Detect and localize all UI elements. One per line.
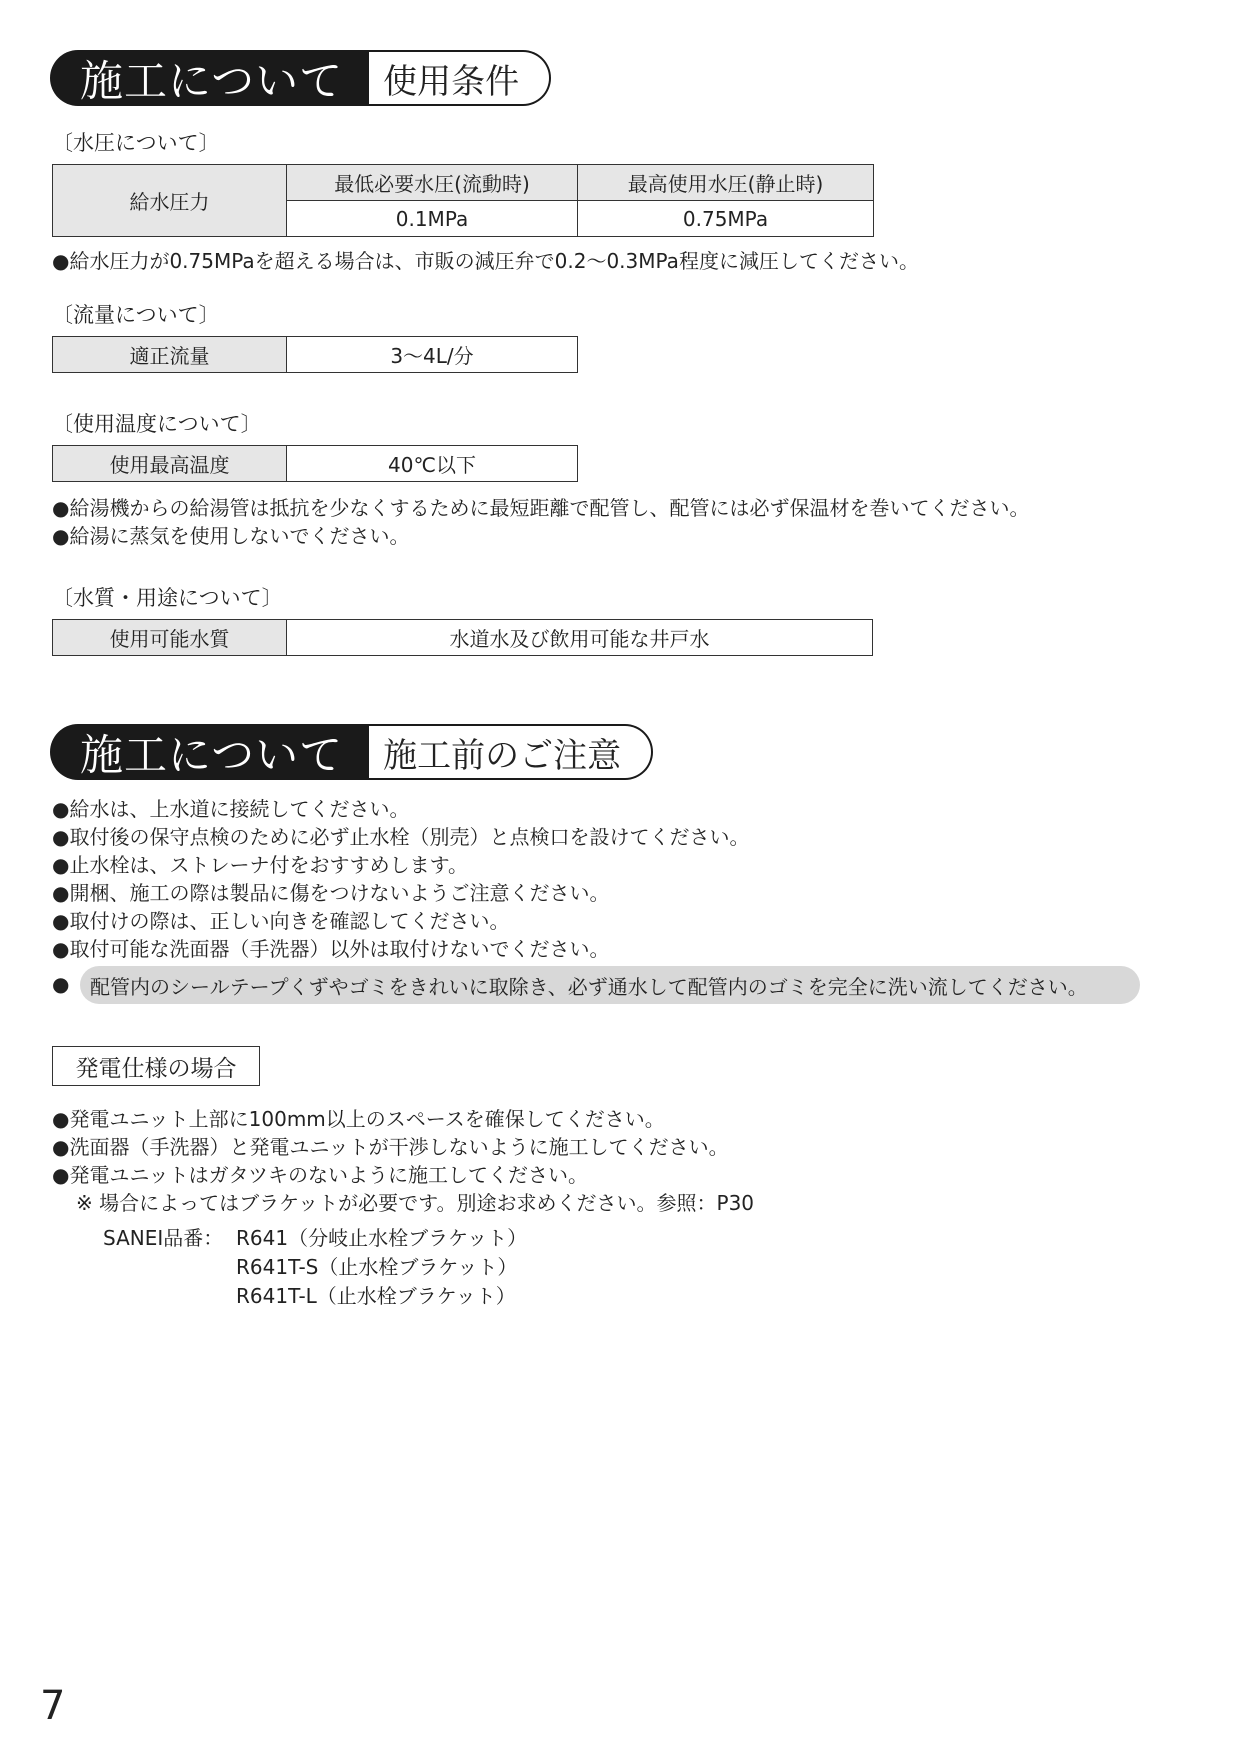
section-header-conditions [50, 50, 551, 106]
section-header-sub: 施工前のご注意 [369, 724, 653, 780]
temperature-label: 〔使用温度について〕 [52, 412, 262, 436]
part-number-2: R641T-S（止水栓ブラケット） [236, 1255, 518, 1279]
precaution-note-1: ●給水は、上水道に接続してください。 [52, 797, 410, 821]
power-note-1: ●発電ユニット上部に100mm以上のスペースを確保してください。 [52, 1107, 665, 1131]
section-header-main: 施工について [50, 724, 369, 780]
pressure-col1-value: 0.1MPa [287, 201, 578, 237]
flow-table [52, 336, 578, 373]
temperature-table [52, 445, 578, 482]
power-note-2: ●洗面器（手洗器）と発電ユニットが干渉しないように施工してください。 [52, 1135, 729, 1159]
part-number-3: R641T-L（止水栓ブラケット） [236, 1284, 516, 1308]
pressure-col2-value: 0.75MPa [578, 201, 874, 237]
pressure-note: ●給水圧力が0.75MPaを超える場合は、市販の減圧弁で0.2〜0.3MPa程度に減圧してください。 [52, 249, 919, 273]
page-number: 7 [40, 1683, 66, 1729]
flow-value: 3〜4L/分 [287, 337, 578, 373]
flow-key: 適正流量 [53, 337, 287, 373]
precaution-note-4: ●開梱、施工の際は製品に傷をつけないようご注意ください。 [52, 881, 610, 905]
power-generation-title: 発電仕様の場合 [52, 1046, 260, 1086]
quality-key: 使用可能水質 [53, 620, 287, 656]
precaution-note-6: ●取付可能な洗面器（手洗器）以外は取付けないでください。 [52, 937, 610, 961]
section-header-main: 施工について [50, 50, 369, 106]
quality-table [52, 619, 873, 656]
temperature-key: 使用最高温度 [53, 446, 287, 482]
section-header-precautions [50, 724, 653, 780]
section-header-sub: 使用条件 [369, 50, 551, 106]
precaution-note-3: ●止水栓は、ストレーナ付をおすすめします。 [52, 853, 469, 877]
parts-prefix: SANEI品番： [103, 1226, 224, 1250]
highlight-note-text: 配管内のシールテープくずやゴミをきれいに取除き、必ず通水して配管内のゴミを完全に洗い流してください。 [90, 974, 1088, 999]
highlight-note [80, 966, 1140, 1004]
temperature-note-2: ●給湯に蒸気を使用しないでください。 [52, 524, 410, 548]
power-note-3: ●発電ユニットはガタツキのないように施工してください。 [52, 1163, 589, 1187]
highlight-bullet: ● [52, 972, 70, 996]
quality-label: 〔水質・用途について〕 [52, 586, 283, 610]
pressure-label: 〔水圧について〕 [52, 131, 220, 155]
temperature-value: 40℃以下 [287, 446, 578, 482]
bracket-remark: ※ 場合によってはブラケットが必要です。別途お求めください。参照：P30 [76, 1191, 755, 1215]
quality-value: 水道水及び飲用可能な井戸水 [287, 620, 873, 656]
pressure-col2-header: 最高使用水圧(静止時) [578, 165, 874, 201]
temperature-note-1: ●給湯機からの給湯管は抵抗を少なくするために最短距離で配管し、配管には必ず保温材を巻いてください。 [52, 496, 1030, 520]
pressure-table [52, 164, 874, 237]
flow-label: 〔流量について〕 [52, 303, 220, 327]
precaution-note-2: ●取付後の保守点検のために必ず止水栓（別売）と点検口を設けてください。 [52, 825, 750, 849]
pressure-col1-header: 最低必要水圧(流動時) [287, 165, 578, 201]
precaution-note-5: ●取付けの際は、正しい向きを確認してください。 [52, 909, 510, 933]
pressure-row-header: 給水圧力 [53, 165, 287, 237]
part-number-1: R641（分岐止水栓ブラケット） [236, 1226, 528, 1250]
